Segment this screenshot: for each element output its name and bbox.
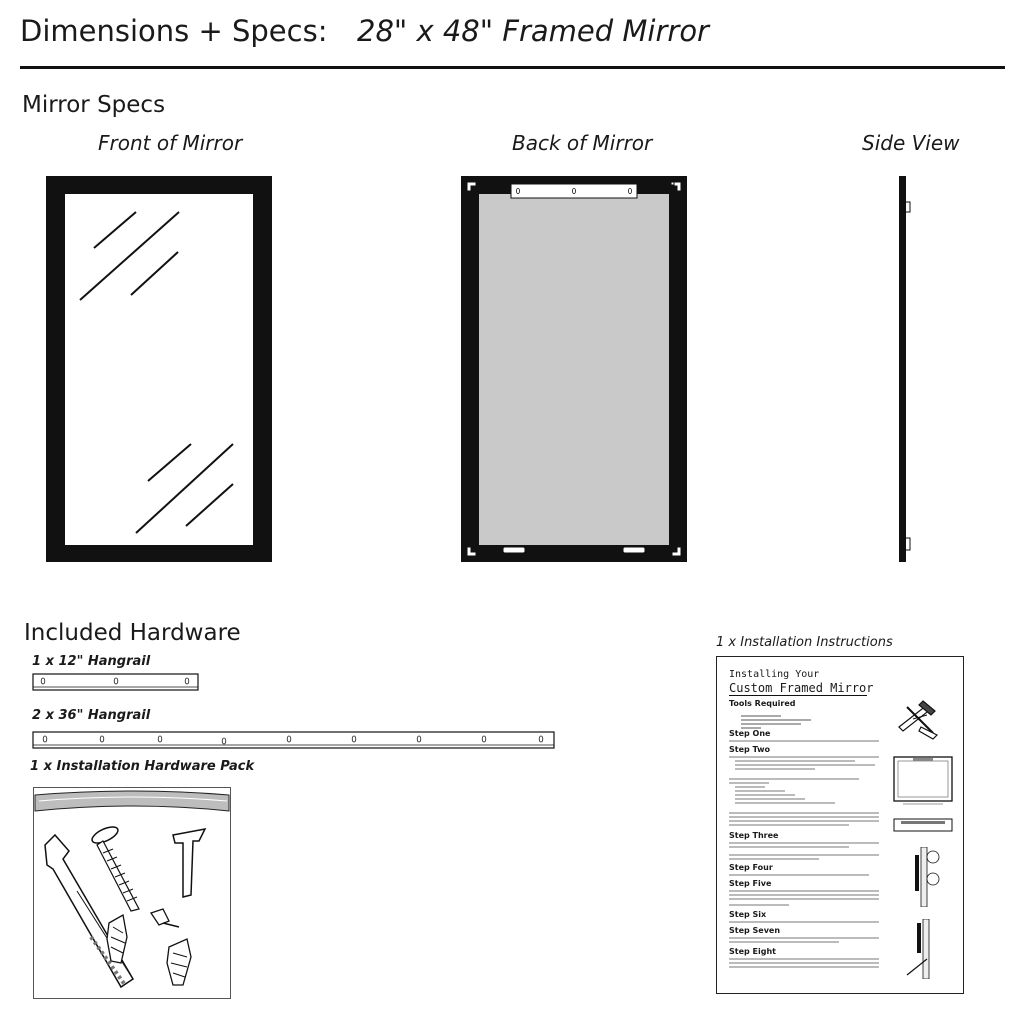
- side-bumper: [906, 538, 910, 550]
- sheet-title-rule: [729, 695, 867, 696]
- instructions-label: 1 x Installation Instructions: [716, 635, 893, 650]
- step-one-block: [729, 729, 879, 742]
- hangrail-12-label: 1 x 12" Hangrail: [32, 654, 151, 669]
- side-view-drawing: [896, 176, 920, 562]
- back-diagram-illustration: [893, 755, 953, 807]
- back-of-mirror-label: Back of Mirror: [512, 131, 653, 155]
- step-six-heading: Step Six: [729, 910, 767, 919]
- side-hangrail: [906, 202, 910, 212]
- sheet-tools-heading: Tools Required: [729, 699, 796, 708]
- step-six-block: [729, 910, 879, 923]
- sheet-title-line1: Installing Your: [729, 669, 820, 680]
- back-panel: [479, 194, 669, 545]
- hardware-pack-label: 1 x Installation Hardware Pack: [30, 759, 255, 774]
- hangrail-12-drawing: [32, 673, 200, 693]
- step-four-block: [729, 863, 869, 876]
- step-two-heading: Step Two: [729, 745, 770, 754]
- hardware-pack-drawing: [33, 787, 231, 999]
- back-hangrail: [511, 184, 637, 198]
- front-of-mirror-label: Front of Mirror: [98, 131, 243, 155]
- product-dimensions: 28" x 48" Framed Mirror: [357, 14, 709, 48]
- header-divider: [20, 66, 1005, 69]
- side-frame-profile: [899, 176, 906, 562]
- step-seven-heading: Step Seven: [729, 926, 781, 935]
- hangrail-36-drawing: [32, 731, 556, 751]
- tools-illustration: [893, 697, 943, 741]
- step-two-block: [729, 745, 879, 826]
- step-three-block: [729, 831, 879, 860]
- step-four-heading: Step Four: [729, 863, 773, 872]
- mirror-specs-heading: Mirror Specs: [22, 92, 166, 118]
- side-view-label: Side View: [862, 131, 960, 155]
- back-mirror-drawing: [461, 176, 687, 562]
- step-five-block: [729, 879, 879, 906]
- hangrail-36-label: 2 x 36" Hangrail: [32, 708, 151, 723]
- page-title: Dimensions + Specs:: [20, 14, 328, 48]
- sheet-title-line2: Custom Framed Mirror: [729, 681, 874, 695]
- step-seven-block: [729, 926, 879, 943]
- step-three-heading: Step Three: [729, 831, 779, 840]
- step-five-heading: Step Five: [729, 879, 772, 888]
- step-one-heading: Step One: [729, 729, 771, 738]
- front-mirror-drawing: [46, 176, 272, 562]
- step-eight-heading: Step Eight: [729, 947, 776, 956]
- leveling-illustration: [903, 919, 943, 979]
- included-hardware-heading: Included Hardware: [24, 620, 241, 646]
- instructions-sheet: [716, 656, 964, 994]
- wall-mount-illustration: [903, 847, 943, 907]
- step-eight-block: [729, 947, 879, 968]
- hangrail-diagram-illustration: [893, 817, 953, 833]
